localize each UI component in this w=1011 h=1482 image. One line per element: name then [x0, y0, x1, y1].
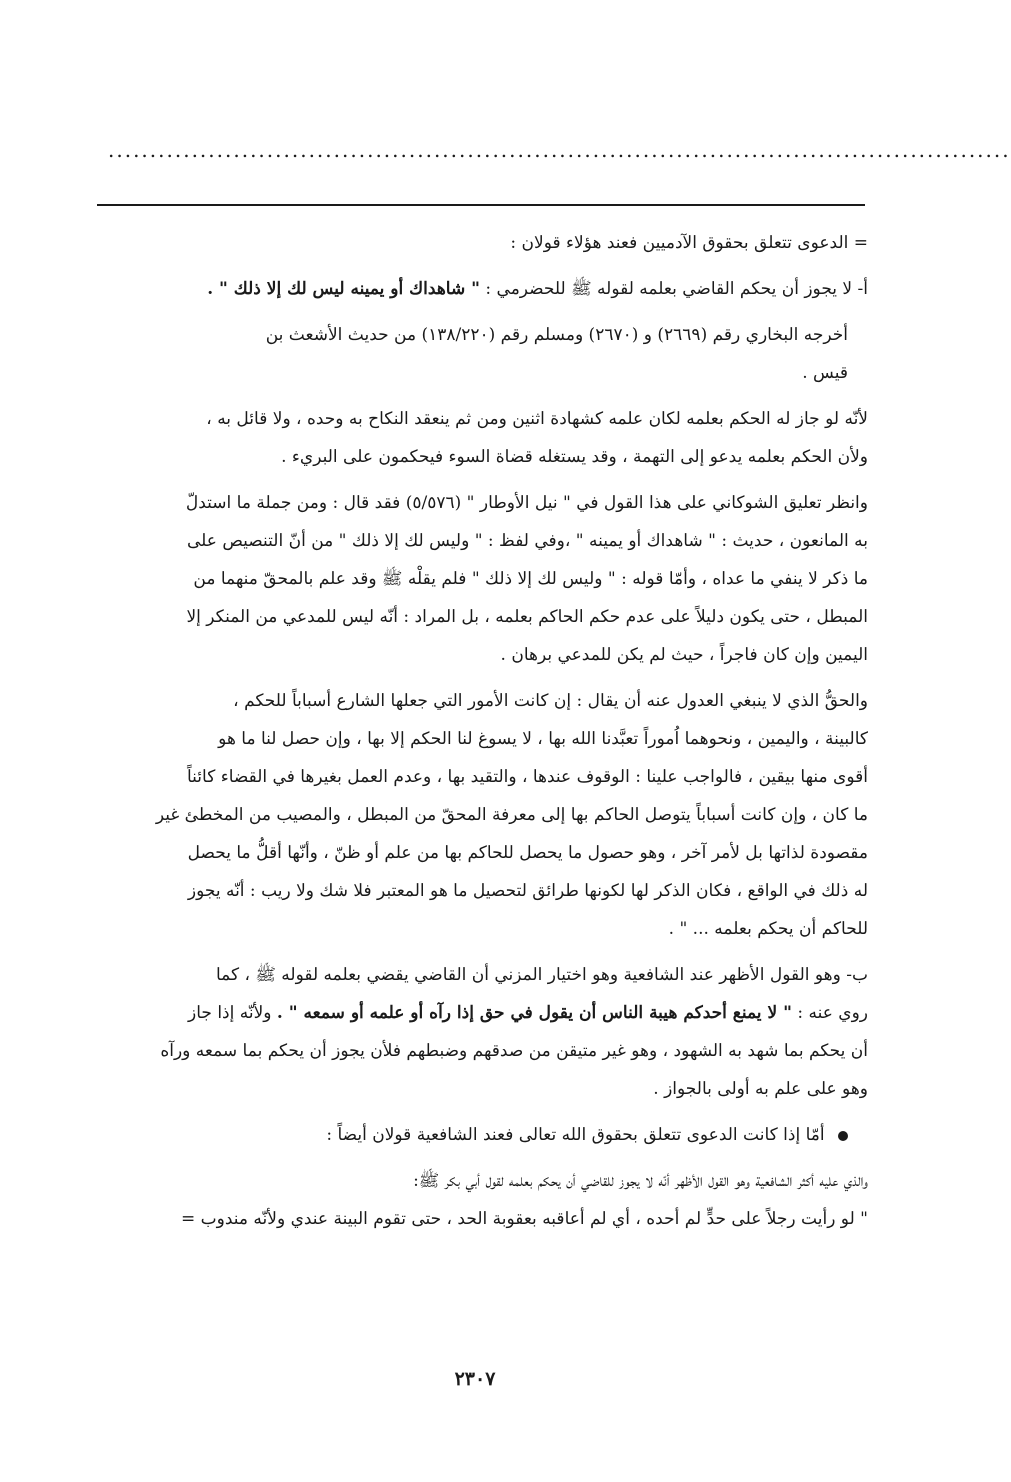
text-line: لأنّه لو جاز له الحكم بعلمه لكان علمه كشهادة اثنين ومن ثم ينعقد النكاح به وحده ، ولا قائل به ، [206, 409, 868, 429]
text-line: قيس . [802, 363, 848, 383]
text-line: ولأن الحكم بعلمه يدعو إلى التهمة ، وقد يستغله قضاة السوء فيحكمون على البريء . [281, 447, 868, 467]
text-line: له ذلك في الواقع ، فكان الذكر لها لكونها طرائق لتحصيل ما هو المعتبر فلا شك ولا ريب : أنّه يجوز [187, 881, 868, 901]
text-line: المبطل ، حتى يكون دليلاً على عدم حكم الحاكم بعلمه ، بل المراد : أنّه ليس للمدعي من المنكر إلا [186, 607, 868, 627]
text-line: أخرجه البخاري رقم (٢٦٦٩) و (٢٦٧٠) ومسلم رقم (١٣٨/٢٢٠) من حديث الأشعث بن [265, 325, 848, 345]
text-line [97, 994, 868, 1032]
text-line: أقوى منها بيقين ، فالواجب علينا : الوقوف عندها ، والتقيد بها ، وعدم العمل بغيرها في القضاء كائناً [186, 767, 868, 787]
text-line: مقصودة لذاتها بل لأمر آخر ، وهو حصول ما يحصل للحاكم بها من علم أو ظنّ ، وأنّها أقلُّ ما يحصل [187, 843, 868, 863]
text-segment: ولأنّه إذا جاز [188, 1003, 272, 1023]
text-line: كالبينة ، واليمين ، ونحوهما اُموراً تعبَّدنا الله بها ، لا يسوغ لنا الحكم إلا بها ، وإن حصل لنا ما هو [218, 729, 868, 749]
text-line: " لو رأيت رجلاً على حدٍّ لم أحده ، أي لم أعاقبه بعقوبة الحد ، حتى تقوم البينة عندي ولأنّه مندوب = [180, 1209, 868, 1229]
text-line: للحاكم أن يحكم بعلمه ... " . [668, 919, 868, 939]
text-segment: روي عنه : [797, 1003, 868, 1023]
footnote-text-block [97, 224, 868, 1238]
dotted-separator: ............................................................................................................ [108, 138, 1011, 162]
text-line: ما كان ، وإن كانت أسباباً يتوصل الحاكم بها إلى معرفة المحقّ من المبطل ، والمصيب من المخطئ غير [155, 805, 868, 825]
text-line: والحقُّ الذي لا ينبغي العدول عنه أن يقال : إن كانت الأمور التي جعلها الشارع أسباباً للحكم ، [233, 691, 868, 711]
text-line: ب- وهو القول الأظهر عند الشافعية وهو اختيار المزني أن القاضي يقضي بعلمه لقوله ﷺ ، كما [215, 965, 868, 985]
hadith-quote: " شاهداك أو يمينه ليس لك إلا ذلك " . [207, 279, 480, 299]
text-line: ما ذكر لا ينفي ما عداه ، وأمّا قوله : " وليس لك إلا ذلك " فلم يقلْه ﷺ وقد علم بالمحقّ منهما من [193, 569, 868, 589]
text-line: به المانعون ، حديث : " شاهداك أو يمينه " ،وفي لفظ : " وليس لك إلا ذلك " من أنّ التنصيص على [187, 531, 868, 551]
text-line [97, 270, 868, 308]
text-line: وانظر تعليق الشوكاني على هذا القول في " نيل الأوطار " (٥/٥٧٦) فقد قال : ومن جملة ما استدلّ [185, 493, 868, 513]
bullet-icon [838, 1131, 848, 1141]
text-line: أن يحكم بما شهد به الشهود ، وهو غير متيقن من صدقهم وضبطهم فلأن يجوز أن يحكم بما سمعه ورآه [160, 1041, 868, 1061]
hadith-quote: " لا يمنع أحدكم هيبة الناس أن يقول في حق إذا رآه أو علمه أو سمعه " . [276, 1003, 792, 1023]
page-number: ٢٣٠٧ [454, 1368, 496, 1390]
text-segment: أ- لا يجوز أن يحكم القاضي بعلمه لقوله ﷺ للحضرمي : [485, 279, 868, 299]
text-line: وهو على علم به أولى بالجواز . [653, 1079, 868, 1099]
text-line: والذي عليه أكثر الشافعية وهو القول الأظهر أنّه لا يجوز للقاضي أن يحكم بعلمه لقول أبي بكر ﷺ: [413, 1171, 868, 1191]
text-line [97, 1116, 868, 1154]
text-line: اليمين وإن كان فاجراً ، حيث لم يكن للمدعي برهان . [500, 645, 868, 665]
text-line: = الدعوى تتعلق بحقوق الآدميين فعند هؤلاء قولان : [510, 233, 868, 253]
footnote-rule [97, 204, 865, 206]
text-segment: أمّا إذا كانت الدعوى تتعلق بحقوق الله تعالى فعند الشافعية قولان أيضاً : [326, 1125, 825, 1145]
